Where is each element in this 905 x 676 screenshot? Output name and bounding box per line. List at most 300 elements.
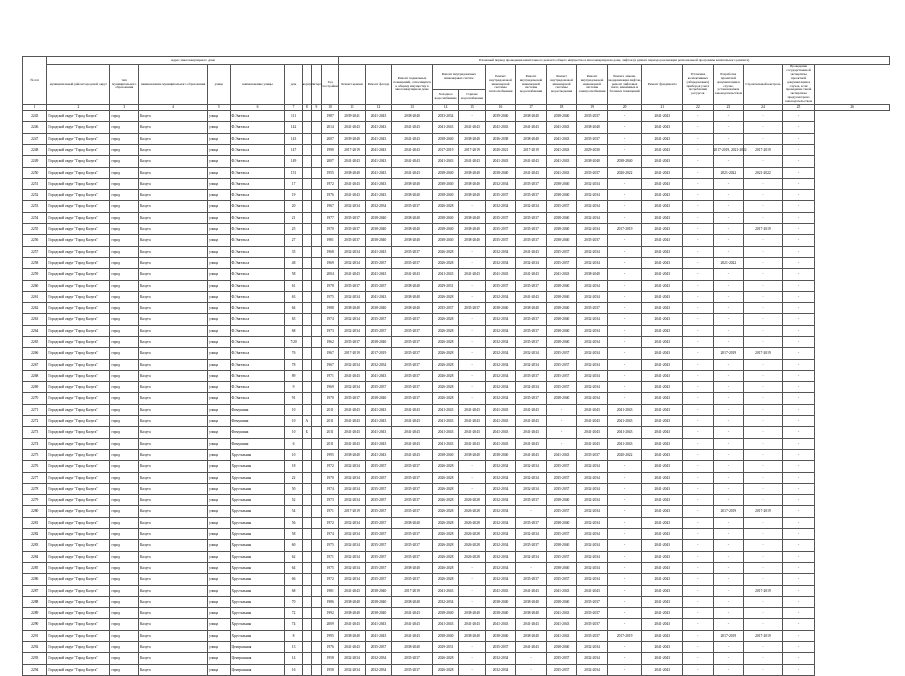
cell-municipality: Городской округ "Город Калуга" [47,517,110,528]
cell-c19: 2041-2043 [577,404,608,415]
cell-year: 1988 [322,303,339,314]
cell-c11: 2035-2037 [339,224,365,235]
cell-c17: 2041-2043 [516,156,547,167]
cell-c25: - [782,596,815,607]
column-number: 11 [339,105,365,111]
cell-c13: 2041-2043 [392,144,433,155]
cell-c25: - [782,551,815,562]
cell-settlement: Калуга [138,111,207,122]
cell-year: 1969 [322,382,339,393]
cell-c24: - [744,461,783,472]
cell-no: 2267 [23,359,47,370]
cell-c17: 2041-2043 [516,416,547,427]
cell-c17: 2035-2037 [516,495,547,506]
cell-c17: 2035-2037 [516,224,547,235]
cell-c16: 2032-2034 [485,348,516,359]
cell-street: Фомушина [230,404,285,415]
cell-c19: 2032-2034 [577,642,608,653]
table-row [23,269,890,280]
cell-year: 1955 [322,167,339,178]
cell-house: 25 [285,224,302,235]
cell-c21: 2041-2043 [642,122,683,133]
cell-c19: 2041-2043 [577,427,608,438]
cell-house: 27 [285,235,302,246]
table-row [23,201,890,212]
cell-c25: - [782,382,815,393]
cell-c15: 2041-2043 [459,427,485,438]
cell-c16: 2038-2040 [485,608,516,619]
cell-year: 1971 [322,506,339,517]
registry-sheet [22,56,890,676]
cell-korpus [302,178,311,189]
cell-c23: - [713,393,744,404]
cell-no: 2269 [23,382,47,393]
cell-lit [311,359,321,370]
cell-c22: - [683,382,714,393]
cell-type: город [110,404,138,415]
cell-c18: 2038-2040 [546,224,577,235]
cell-street_type: улица [208,111,230,122]
cell-municipality: Городской округ "Город Калуга" [47,235,110,246]
cell-house: 10 [285,449,302,460]
cell-street_type: улица [208,167,230,178]
cell-c19: 2035-2037 [577,630,608,641]
cell-c13: 2038-2040 [392,291,433,302]
cell-c11: 2032-2034 [339,382,365,393]
cell-municipality: Городской округ "Город Калуга" [47,314,110,325]
cell-c15: 2038-2040 [459,608,485,619]
table-row [23,517,890,528]
cell-c11: 2032-2034 [339,562,365,573]
cell-c15: - [459,280,485,291]
cell-type: город [110,178,138,189]
cell-c19: 2035-2037 [577,111,608,122]
cell-house: 91 [285,393,302,404]
cell-house: 14 [285,653,302,664]
cell-c15: - [459,370,485,381]
cell-c21: 2041-2043 [642,178,683,189]
cell-c15: - [459,382,485,393]
cell-c21: 2041-2043 [642,314,683,325]
cell-street: Ф.Энгельса [230,370,285,381]
cell-street: Ф.Энгельса [230,269,285,280]
column-number: 20 [607,105,642,111]
cell-c20: - [607,348,642,359]
cell-c20: - [607,325,642,336]
column-number: 16 [485,105,516,111]
cell-c22: - [683,337,714,348]
cell-c12: 2038-2040 [365,596,391,607]
cell-c14: 2041-2043 [432,416,458,427]
table-row [23,303,890,314]
cell-c19: 2038-2040 [577,122,608,133]
cell-c12: 2038-2040 [365,303,391,314]
cell-c12: 2038-2040 [365,235,391,246]
cell-c25: - [782,416,815,427]
cell-c24: - [744,393,783,404]
cell-c22: - [683,404,714,415]
cell-year: 1975 [322,291,339,302]
cell-no: 2249 [23,156,47,167]
cell-lit [311,178,321,189]
cell-street_type: улица [208,574,230,585]
cell-c18: 2041-2043 [546,449,577,460]
cell-street_type: улица [208,461,230,472]
cell-c11: 2039-2040 [339,133,365,144]
col-lifts: Ремонт, замена, модернизация лифтов, ремонт лифтовых шахт, машинных и блочных помещений [607,65,642,105]
cell-street: Хрустальная [230,449,285,460]
cell-municipality: Городской округ "Город Калуга" [47,224,110,235]
cell-c20: - [607,461,642,472]
cell-settlement: Калуга [138,314,207,325]
cell-c14: 2026-2028 [432,337,458,348]
cell-street_type: улица [208,653,230,664]
cell-c14: 2026-2028 [432,483,458,494]
cell-c13: 2035-2037 [392,551,433,562]
cell-settlement: Калуга [138,303,207,314]
cell-c23: - [713,642,744,653]
table-row [23,156,890,167]
cell-c19: 2032-2034 [577,348,608,359]
cell-korpus [302,608,311,619]
cell-c16: 2032-2034 [485,551,516,562]
cell-c23: - [713,529,744,540]
cell-c25: - [782,619,815,630]
cell-c17: 2041-2043 [516,122,547,133]
cell-no: 2258 [23,257,47,268]
cell-street_type: улица [208,178,230,189]
cell-c12: 2041-2043 [365,449,391,460]
cell-settlement: Калуга [138,235,207,246]
cell-municipality: Городской округ "Город Калуга" [47,404,110,415]
cell-c22: - [683,495,714,506]
cell-c14: 2041-2043 [432,438,458,449]
cell-c20: - [607,596,642,607]
cell-c17: 2032-2034 [516,359,547,370]
cell-c22: - [683,664,714,675]
cell-year: 1981 [322,585,339,596]
cell-c21: 2041-2043 [642,664,683,675]
cell-c23: - [713,596,744,607]
cell-street: Хрустальная [230,517,285,528]
col-state: Проведение государственной экспертизы проектной документации в случае, если проведение такой экспертизы предусмотрено законодательством [782,65,815,105]
cell-c22: - [683,190,714,201]
cell-korpus [302,540,311,551]
cell-year: 1995 [322,449,339,460]
cell-c14: 2026-2028 [432,325,458,336]
cell-no: 2252 [23,190,47,201]
cell-korpus [302,190,311,201]
cell-street_type: улица [208,348,230,359]
cell-korpus [302,562,311,573]
cell-c21: 2041-2043 [642,167,683,178]
cell-korpus [302,483,311,494]
cell-c11: 2035-2037 [339,212,365,223]
cell-c23: - [713,449,744,460]
cell-street_type: улица [208,224,230,235]
cell-c20: - [607,608,642,619]
cell-korpus [302,517,311,528]
cell-settlement: Калуга [138,551,207,562]
cell-c18: 2038-2040 [546,596,577,607]
cell-lit [311,314,321,325]
cell-no: 2245 [23,111,47,122]
cell-c25: - [782,472,815,483]
cell-c12: 2035-2037 [365,325,391,336]
cell-year: 1967 [322,359,339,370]
cell-street: Хрустальная [230,585,285,596]
cell-c20: - [607,257,642,268]
cell-korpus [302,382,311,393]
cell-c14: 2038-2040 [432,630,458,641]
cell-c17: 2017-2019 [516,144,547,155]
cell-no: 2279 [23,495,47,506]
table-row [23,280,890,291]
cell-c21: 2041-2043 [642,190,683,201]
cell-no: 2282 [23,529,47,540]
cell-c18: 2041-2043 [546,608,577,619]
cell-c16: 2041-2043 [485,269,516,280]
cell-c18: 2035-2037 [546,574,577,585]
col-expert: Строительный контроль [744,65,783,105]
cell-c23: 2017-2019 [713,506,744,517]
cell-c11: 2032-2034 [339,314,365,325]
cell-korpus [302,144,311,155]
cell-lit [311,608,321,619]
cell-c20: - [607,144,642,155]
cell-c12: 2041-2043 [365,190,391,201]
cell-lit [311,167,321,178]
cell-street: Ф.Энгельса [230,337,285,348]
cell-c13: 2038-2040 [392,642,433,653]
cell-c13: 2038-2040 [392,562,433,573]
cell-year: 1971 [322,370,339,381]
cell-c14: 2026-2028 [432,370,458,381]
table-row [23,257,890,268]
cell-c21: 2041-2043 [642,461,683,472]
cell-c20: - [607,269,642,280]
cell-c12: 2041-2043 [365,111,391,122]
col-municipality: муниципальный район/городской округ [47,65,110,105]
cell-type: город [110,303,138,314]
cell-c22: - [683,596,714,607]
cell-c22: - [683,574,714,585]
table-row [23,133,890,144]
cell-no: 2285 [23,562,47,573]
cell-street_type: улица [208,303,230,314]
cell-street: Фомушина [230,416,285,427]
cell-year: 1990 [322,144,339,155]
cell-municipality: Городской округ "Город Калуга" [47,630,110,641]
cell-c24: - [744,212,783,223]
cell-c18: 2035-2037 [546,348,577,359]
cell-c15: - [459,337,485,348]
cell-no: 2246 [23,122,47,133]
table-row [23,551,890,562]
table-row [23,449,890,460]
cell-street_type: улица [208,291,230,302]
cell-c19: 2032-2034 [577,664,608,675]
cell-c12: 2041-2043 [365,630,391,641]
cell-c22: - [683,348,714,359]
cell-c13: 2038-2040 [392,178,433,189]
cell-c18: 2041-2043 [546,133,577,144]
cell-municipality: Городской округ "Город Калуга" [47,325,110,336]
cell-korpus [302,224,311,235]
cell-c11: 2032-2034 [339,325,365,336]
cell-settlement: Калуга [138,133,207,144]
cell-c16: 2032-2034 [485,370,516,381]
cell-house: 64 [285,303,302,314]
table-row [23,416,890,427]
cell-lit [311,144,321,155]
cell-c11: 2041-2043 [339,619,365,630]
cell-c24: - [744,529,783,540]
cell-c23: - [713,382,744,393]
cell-no: 2289 [23,608,47,619]
col-basement: Ремонт подвальных помещений, относящихся к общему имуществу в многоквартирном доме [392,65,433,105]
cell-settlement: Калуга [138,506,207,517]
cell-street_type: улица [208,585,230,596]
cell-c24: - [744,642,783,653]
cell-c24: - [744,449,783,460]
cell-settlement: Калуга [138,325,207,336]
cell-c20: - [607,122,642,133]
cell-c25: - [782,190,815,201]
cell-year: 1975 [322,540,339,551]
cell-c18: 2035-2037 [546,382,577,393]
cell-c16: 2041-2043 [485,438,516,449]
cell-c19: 2032-2034 [577,540,608,551]
table-row [23,178,890,189]
cell-house: 70 [285,596,302,607]
column-number: 19 [577,105,608,111]
cell-street: Центральная [230,664,285,675]
cell-c11: 2041-2043 [339,156,365,167]
table-row [23,529,890,540]
cell-c25: - [782,393,815,404]
cell-c24: - [744,280,783,291]
cell-c21: 2041-2043 [642,370,683,381]
cell-c12: 2035-2037 [365,314,391,325]
cell-lit [311,325,321,336]
cell-year: 1995 [322,630,339,641]
cell-c16: 2032-2034 [485,325,516,336]
cell-c17: 2035-2037 [516,393,547,404]
cell-c11: 2032-2034 [339,517,365,528]
cell-c11: 2032-2034 [339,461,365,472]
cell-c18: 2035-2037 [546,257,577,268]
cell-korpus [302,642,311,653]
cell-c22: - [683,201,714,212]
cell-settlement: Калуга [138,348,207,359]
cell-c17: 2035-2037 [516,178,547,189]
cell-street: Ф.Энгельса [230,133,285,144]
table-row [23,314,890,325]
cell-c25: - [782,529,815,540]
cell-c16: 2041-2043 [485,122,516,133]
col-sub-hot: Горячее водоснабжение [459,90,485,105]
cell-type: город [110,506,138,517]
cell-c19: 2032-2034 [577,562,608,573]
cell-c17: 2041-2043 [516,427,547,438]
cell-year: 1970 [322,472,339,483]
cell-street: Хрустальная [230,551,285,562]
cell-lit [311,201,321,212]
cell-street: Хрустальная [230,574,285,585]
cell-c18: 2041-2043 [546,122,577,133]
col-roof: Ремонт крыши [339,65,365,105]
cell-lit [311,449,321,460]
cell-c14: 2026-2028 [432,551,458,562]
cell-house: 35 [285,246,302,257]
cell-c21: 2041-2043 [642,562,683,573]
cell-c17: 2041-2043 [516,167,547,178]
cell-c22: - [683,619,714,630]
cell-c18: 2035-2037 [546,551,577,562]
cell-house: 54 [285,506,302,517]
cell-c14: 2035-2037 [432,303,458,314]
cell-c17: 2035-2037 [516,212,547,223]
column-number: 6 [230,105,285,111]
cell-c25: - [782,201,815,212]
cell-c18: - [546,438,577,449]
cell-street_type: улица [208,642,230,653]
cell-c23: - [713,314,744,325]
cell-house: 151 [285,167,302,178]
cell-c13: 2041-2043 [392,122,433,133]
cell-no: 2256 [23,235,47,246]
cell-house: 18 [285,461,302,472]
cell-municipality: Городской округ "Город Калуга" [47,642,110,653]
cell-c25: - [782,291,815,302]
cell-c17: - [516,562,547,573]
cell-settlement: Калуга [138,562,207,573]
cell-c18: 2035-2037 [546,246,577,257]
cell-c14: 2038-2040 [432,167,458,178]
cell-c22: - [683,303,714,314]
cell-c21: 2041-2043 [642,483,683,494]
cell-settlement: Калуга [138,449,207,460]
cell-c14: 2029-2031 [432,642,458,653]
cell-c19: 2032-2034 [577,495,608,506]
cell-year: 2011 [322,427,339,438]
cell-c13: 2041-2043 [392,167,433,178]
cell-c23: - [713,269,744,280]
cell-c17: 2035-2037 [516,517,547,528]
cell-municipality: Городской округ "Город Калуга" [47,664,110,675]
table-body [23,111,890,676]
capital-repair-table [22,56,890,676]
cell-c19: 2032-2034 [577,212,608,223]
table-row [23,506,890,517]
cell-c15: 2041-2043 [459,156,485,167]
cell-lit [311,337,321,348]
cell-c16: 2032-2034 [485,178,516,189]
cell-korpus [302,314,311,325]
cell-settlement: Калуга [138,382,207,393]
cell-korpus [302,596,311,607]
cell-settlement: Калуга [138,291,207,302]
cell-korpus [302,325,311,336]
cell-street_type: улица [208,201,230,212]
cell-lit [311,190,321,201]
cell-municipality: Городской округ "Город Калуга" [47,280,110,291]
cell-street: Центральная [230,642,285,653]
cell-c23: - [713,111,744,122]
cell-c19: 2032-2034 [577,529,608,540]
cell-c23: - [713,133,744,144]
